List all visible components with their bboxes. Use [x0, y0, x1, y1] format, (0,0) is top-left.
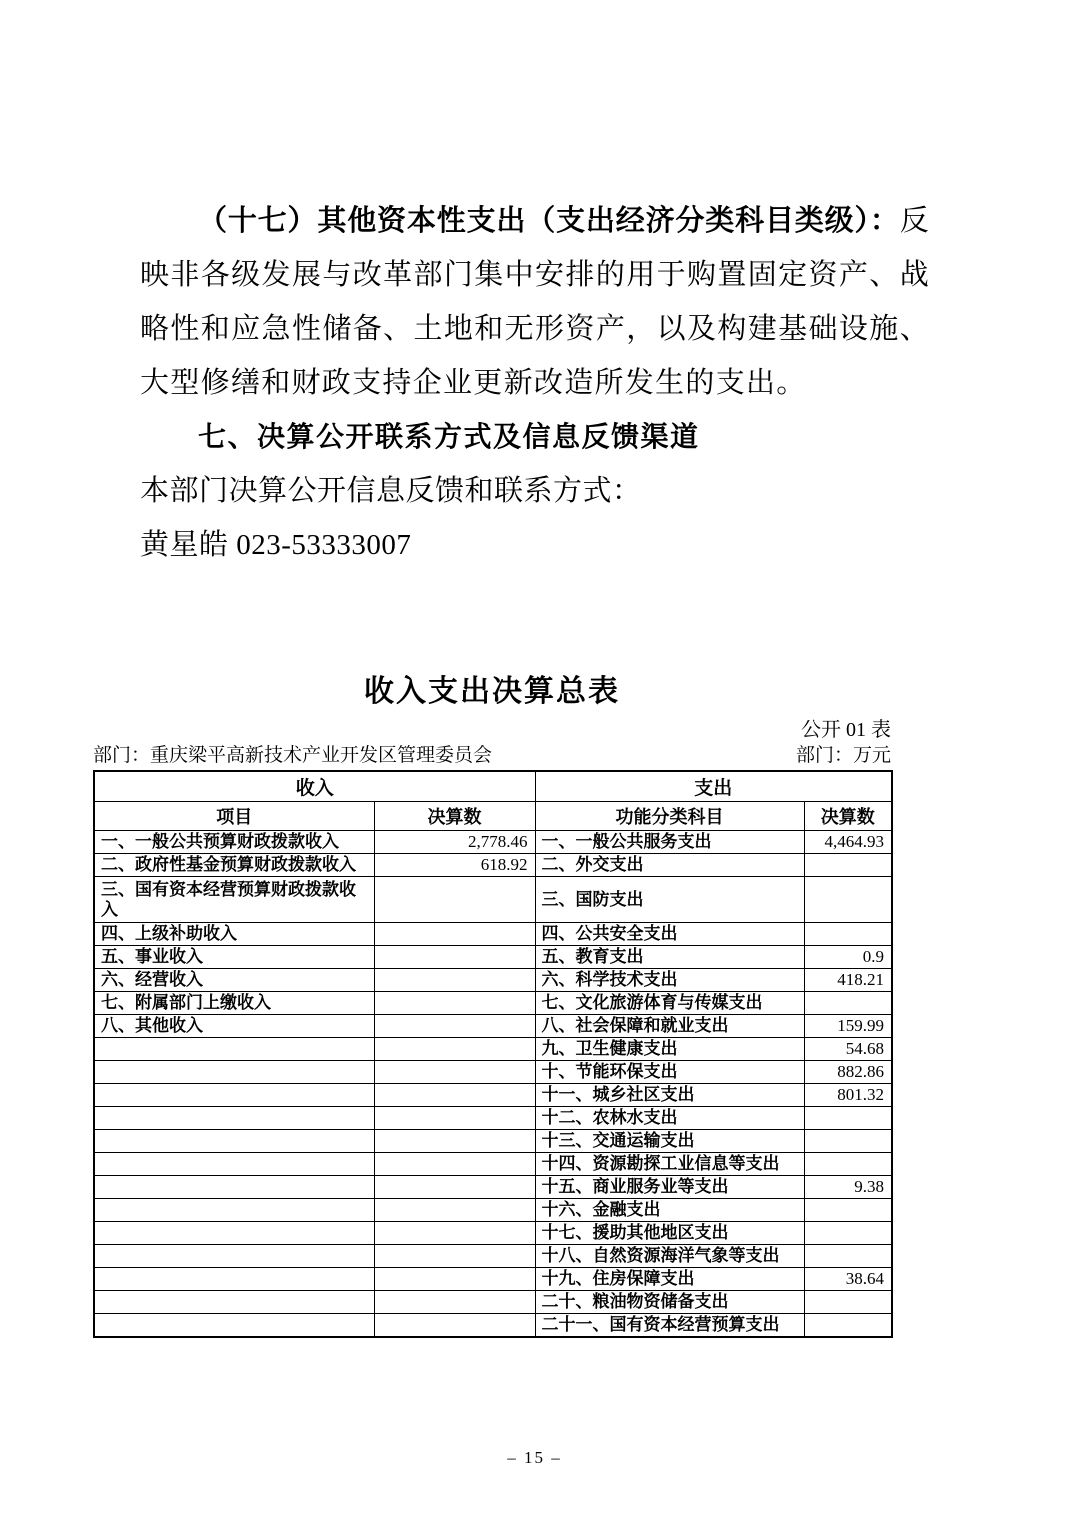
income-value-cell: [374, 923, 535, 946]
table-row: [94, 969, 892, 992]
income-value-cell: [374, 1199, 535, 1222]
expense-item-cell: 十一、城乡社区支出: [535, 1084, 804, 1107]
expense-value-cell: [804, 1314, 892, 1337]
document-body: [0, 0, 1069, 572]
table-row: [94, 877, 892, 923]
summary-table-section: [93, 672, 891, 1338]
expense-item-cell: 十九、住房保障支出: [535, 1268, 804, 1291]
income-value-cell: [374, 992, 535, 1015]
table-row: [94, 992, 892, 1015]
income-item-cell: 七、附属部门上缴收入: [94, 992, 374, 1015]
table-row: [94, 1084, 892, 1107]
expense-value-cell: [804, 877, 892, 923]
expense-item-cell: 十四、资源勘探工业信息等支出: [535, 1153, 804, 1176]
table-row: [94, 1199, 892, 1222]
expense-item-cell: 八、社会保障和就业支出: [535, 1015, 804, 1038]
income-item-cell: 四、上级补助收入: [94, 923, 374, 946]
expense-item-cell: 十六、金融支出: [535, 1199, 804, 1222]
column-header-function: 功能分类科目: [535, 802, 804, 831]
table-row: [94, 1176, 892, 1199]
expense-value-cell: 4,464.93: [804, 831, 892, 854]
expense-item-cell: 九、卫生健康支出: [535, 1038, 804, 1061]
paragraph-item-17-lead: （十七）其他资本性支出（支出经济分类科目类级）：: [198, 205, 900, 237]
expense-item-cell: 十二、农林水支出: [535, 1107, 804, 1130]
income-item-cell: 五、事业收入: [94, 946, 374, 969]
table-row: [94, 831, 892, 854]
summary-table-body: [94, 831, 892, 1337]
income-item-cell: [94, 1153, 374, 1176]
table-row: [94, 1038, 892, 1061]
income-item-cell: [94, 1130, 374, 1153]
income-item-cell: [94, 1199, 374, 1222]
unit-label: 部门：万元: [795, 745, 891, 766]
income-item-cell: 一、一般公共预算财政拨款收入: [94, 831, 374, 854]
expense-value-cell: [804, 1107, 892, 1130]
income-item-cell: [94, 1176, 374, 1199]
income-value-cell: [374, 1314, 535, 1337]
income-value-cell: [374, 1038, 535, 1061]
income-value-cell: [374, 1268, 535, 1291]
expense-value-cell: [804, 854, 892, 877]
income-item-cell: 六、经营收入: [94, 969, 374, 992]
contact-intro-line: 本部门决算公开信息反馈和联系方式：: [140, 475, 642, 507]
income-item-cell: [94, 1061, 374, 1084]
expense-value-cell: 801.32: [804, 1084, 892, 1107]
expense-item-cell: 六、科学技术支出: [535, 969, 804, 992]
expense-value-cell: 418.21: [804, 969, 892, 992]
table-row: [94, 1061, 892, 1084]
income-value-cell: 2,778.46: [374, 831, 535, 854]
expense-item-cell: 三、国防支出: [535, 877, 804, 923]
table-row: [94, 1015, 892, 1038]
expense-value-cell: 38.64: [804, 1268, 892, 1291]
expense-value-cell: [804, 1245, 892, 1268]
table-row: [94, 1153, 892, 1176]
income-item-cell: [94, 1222, 374, 1245]
expense-value-cell: 159.99: [804, 1015, 892, 1038]
expense-item-cell: 二、外交支出: [535, 854, 804, 877]
table-row: [94, 1268, 892, 1291]
table-row: [94, 946, 892, 969]
income-item-cell: [94, 1084, 374, 1107]
expense-item-cell: 七、文化旅游体育与传媒支出: [535, 992, 804, 1015]
income-value-cell: [374, 1222, 535, 1245]
expense-item-cell: 五、教育支出: [535, 946, 804, 969]
expense-item-cell: 十、节能环保支出: [535, 1061, 804, 1084]
expense-value-cell: [804, 1153, 892, 1176]
expense-value-cell: 882.86: [804, 1061, 892, 1084]
expense-item-cell: 十八、自然资源海洋气象等支出: [535, 1245, 804, 1268]
table-row: [94, 923, 892, 946]
expense-value-cell: [804, 1199, 892, 1222]
table-row: [94, 1245, 892, 1268]
income-value-cell: [374, 1153, 535, 1176]
income-group-header: 收入: [94, 771, 535, 802]
income-item-cell: [94, 1291, 374, 1314]
table-header-row-columns: [94, 802, 892, 831]
income-item-cell: [94, 1038, 374, 1061]
expense-item-cell: 十五、商业服务业等支出: [535, 1176, 804, 1199]
contact-person-line: 黄星皓 023-53333007: [140, 529, 412, 561]
expense-item-cell: 四、公共安全支出: [535, 923, 804, 946]
paragraph-item-17: [140, 194, 930, 410]
income-value-cell: [374, 1061, 535, 1084]
expense-value-cell: [804, 992, 892, 1015]
income-value-cell: [374, 1015, 535, 1038]
table-row: [94, 1291, 892, 1314]
expense-item-cell: 一、一般公共服务支出: [535, 831, 804, 854]
table-row: [94, 1314, 892, 1337]
income-item-cell: [94, 1245, 374, 1268]
column-header-expense-amount: 决算数: [804, 802, 892, 831]
income-value-cell: [374, 1245, 535, 1268]
expense-item-cell: 二十、粮油物资储备支出: [535, 1291, 804, 1314]
summary-table: [93, 770, 893, 1338]
income-value-cell: [374, 1107, 535, 1130]
income-value-cell: [374, 1084, 535, 1107]
table-title: 收入支出决算总表: [364, 675, 620, 708]
expense-item-cell: 十七、援助其他地区支出: [535, 1222, 804, 1245]
expense-value-cell: [804, 1222, 892, 1245]
expense-item-cell: 二十一、国有资本经营预算支出: [535, 1314, 804, 1337]
expense-value-cell: [804, 1130, 892, 1153]
column-header-income-amount: 决算数: [374, 802, 535, 831]
income-value-cell: [374, 946, 535, 969]
expense-group-header: 支出: [535, 771, 892, 802]
department-label: 部门：重庆梁平高新技术产业开发区管理委员会: [93, 745, 493, 766]
income-value-cell: 618.92: [374, 854, 535, 877]
page-number: – 15 –: [507, 1448, 562, 1467]
form-number-label: 公开 01 表: [801, 719, 891, 741]
income-value-cell: [374, 877, 535, 923]
income-value-cell: [374, 969, 535, 992]
income-item-cell: 二、政府性基金预算财政拨款收入: [94, 854, 374, 877]
income-value-cell: [374, 1130, 535, 1153]
paragraph-item-17-text: 反映非各级发展与改革部门集中安排的用于购置固定资产、战略性和应急性储备、土地和无形资产，以及构建基础设施、大型修缮和财政支持企业更新改造所发生的支出。: [140, 205, 930, 399]
expense-value-cell: [804, 1291, 892, 1314]
table-header-row-groups: [94, 771, 892, 802]
income-item-cell: [94, 1268, 374, 1291]
column-header-item: 项目: [94, 802, 374, 831]
table-row: [94, 1130, 892, 1153]
expense-value-cell: 9.38: [804, 1176, 892, 1199]
expense-value-cell: 0.9: [804, 946, 892, 969]
income-item-cell: [94, 1107, 374, 1130]
table-meta-row: [93, 744, 891, 768]
income-item-cell: [94, 1314, 374, 1337]
section-heading-7: 七、决算公开联系方式及信息反馈渠道: [198, 421, 700, 452]
table-row: [94, 1222, 892, 1245]
income-item-cell: 八、其他收入: [94, 1015, 374, 1038]
expense-value-cell: [804, 923, 892, 946]
table-row: [94, 854, 892, 877]
income-value-cell: [374, 1176, 535, 1199]
income-item-cell: 三、国有资本经营预算财政拨款收入: [94, 877, 374, 923]
expense-value-cell: 54.68: [804, 1038, 892, 1061]
income-value-cell: [374, 1291, 535, 1314]
table-row: [94, 1107, 892, 1130]
expense-item-cell: 十三、交通运输支出: [535, 1130, 804, 1153]
